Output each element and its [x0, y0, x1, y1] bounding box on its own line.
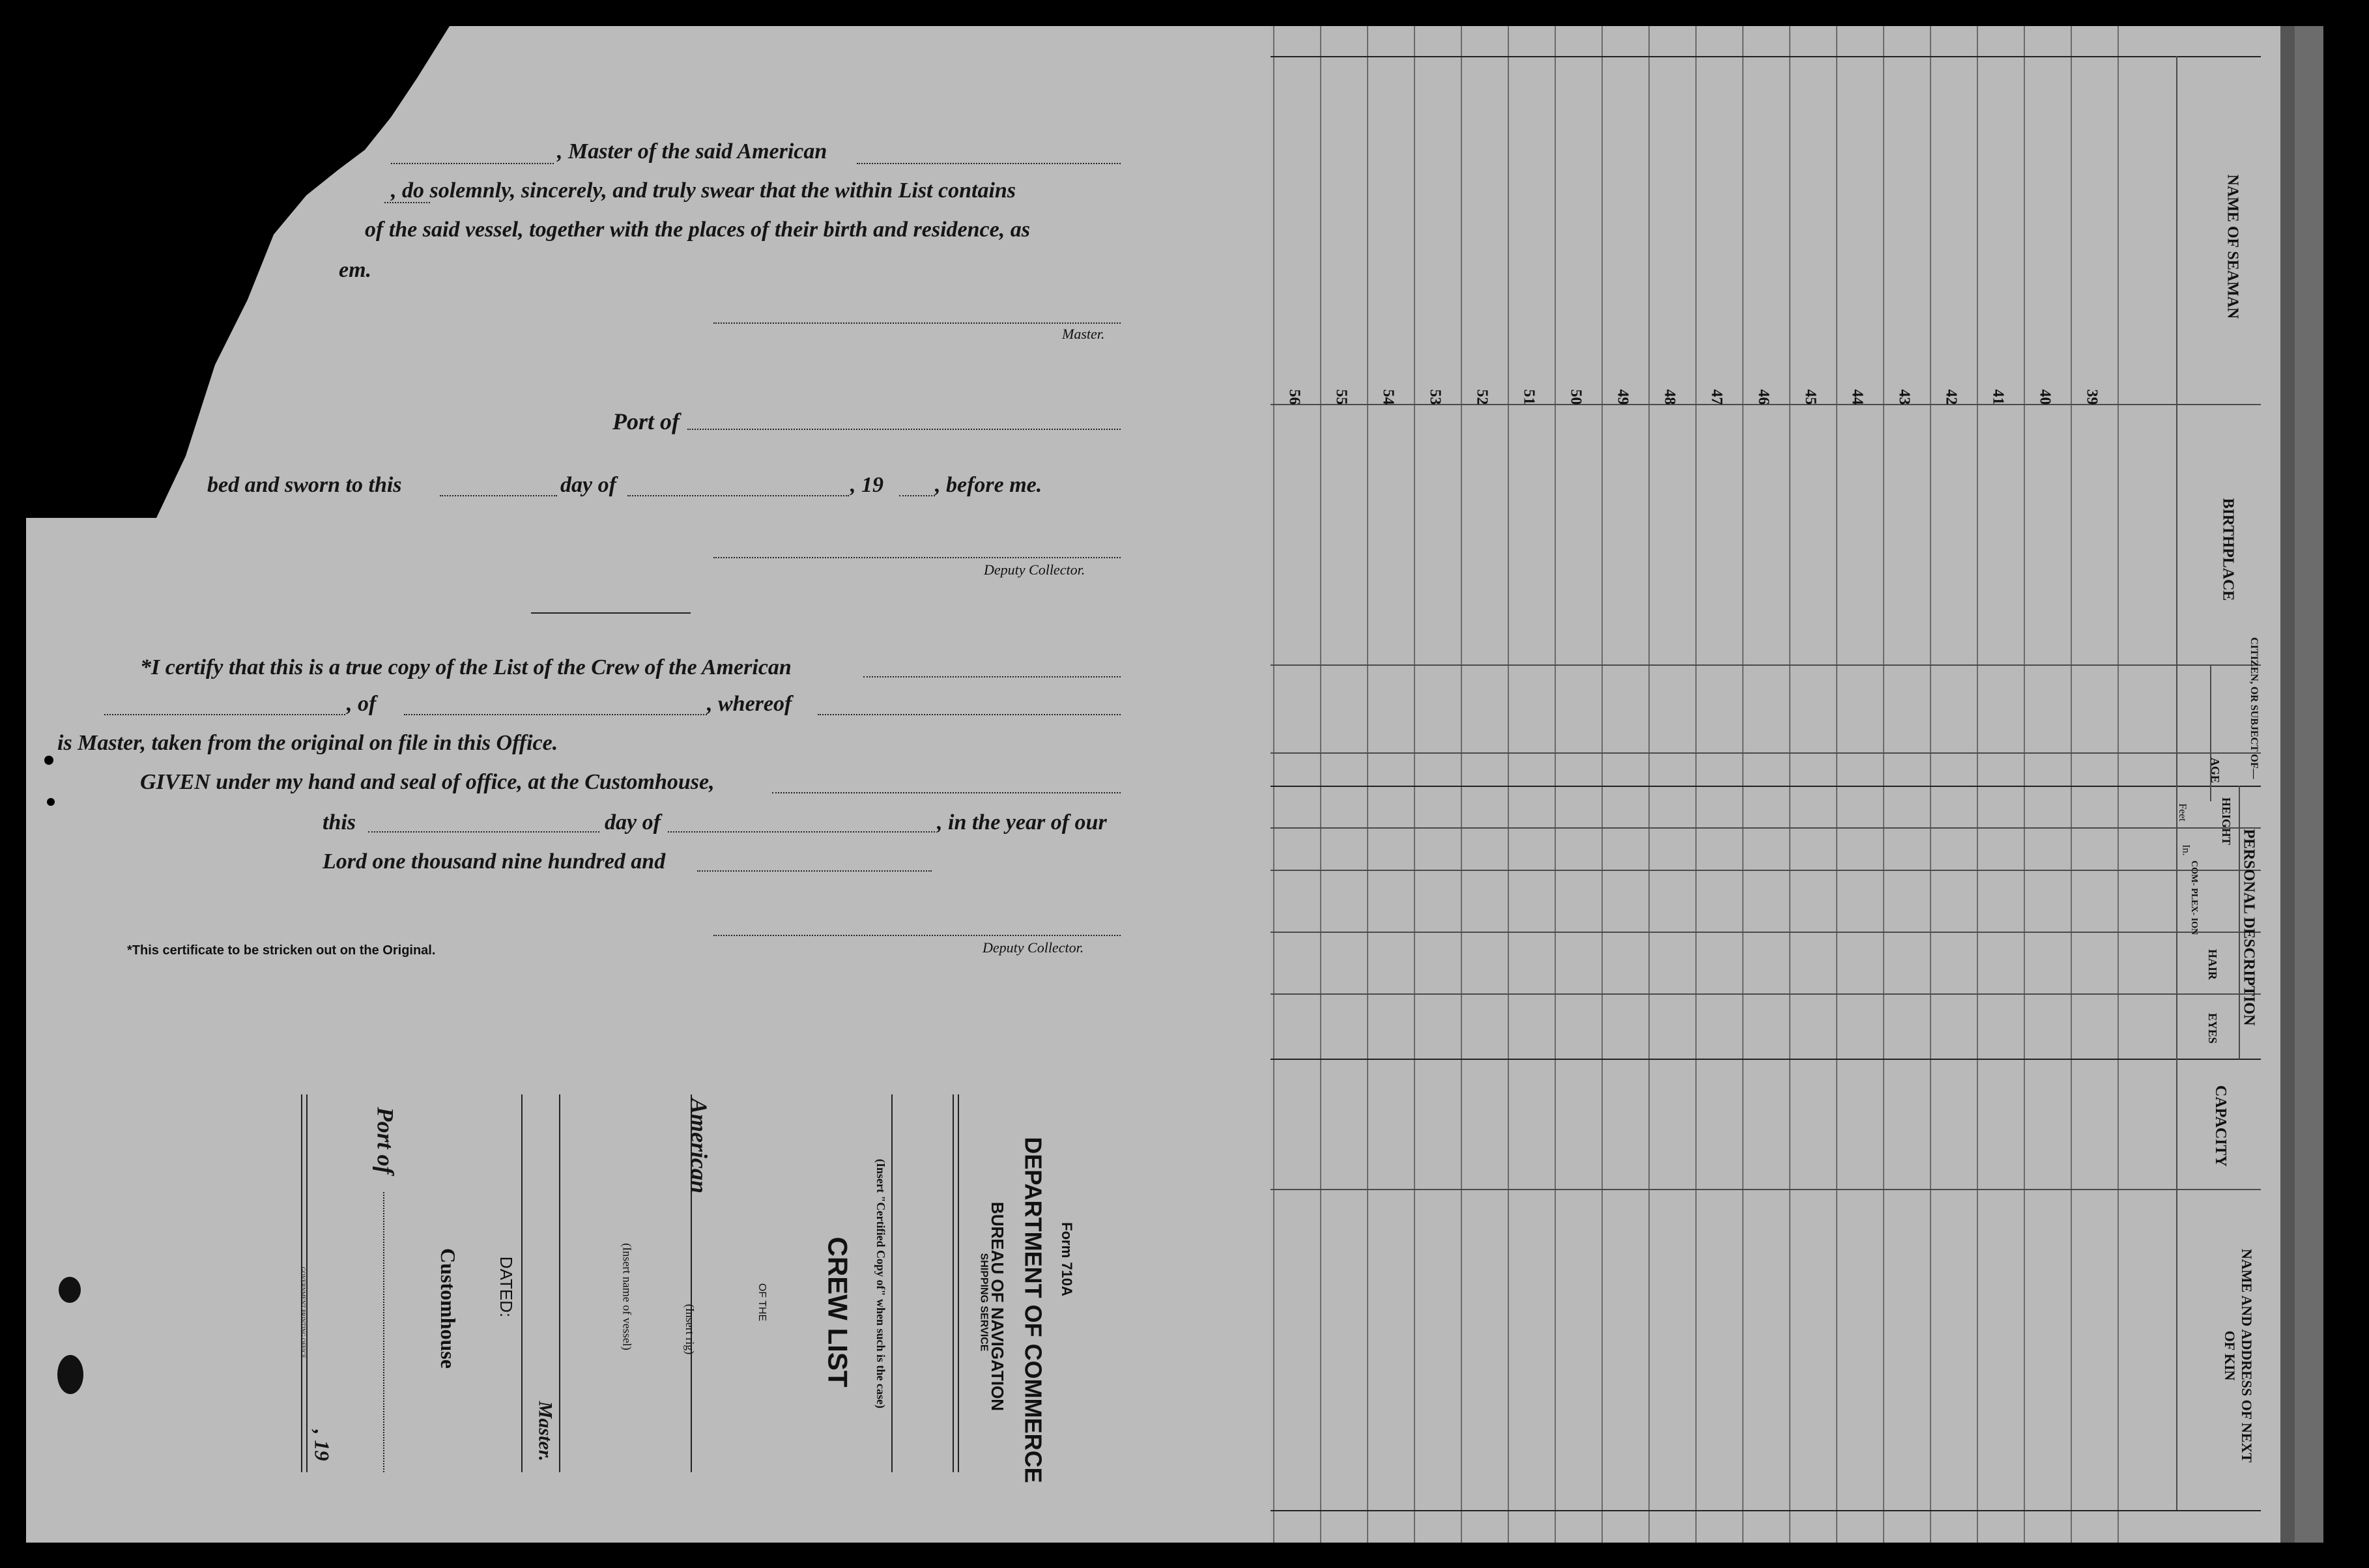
row-divider — [1320, 26, 1321, 1543]
customhouse-label: Customhouse — [436, 1248, 460, 1369]
vessel-rig-blank[interactable] — [857, 163, 1121, 164]
american-label: American — [686, 1098, 713, 1194]
insert-name-note: (Insert name of vessel) — [620, 1243, 634, 1350]
header-inches: In. — [2180, 844, 2192, 856]
certify-of-blank[interactable] — [404, 714, 707, 715]
row-divider — [1695, 26, 1697, 1543]
row-divider — [1789, 26, 1790, 1543]
header-birthplace: BIRTHPLACE — [2219, 498, 2237, 601]
cover-rule — [958, 1094, 959, 1472]
row-divider — [1648, 26, 1650, 1543]
row-number: 56 — [1285, 389, 1303, 405]
certify-deputy-line[interactable] — [713, 935, 1121, 936]
header-feet: Feet — [2176, 803, 2188, 821]
certify-this-label: this — [323, 810, 356, 834]
certify-line1: *I certify that this is a true copy of the List of the Crew of the American — [140, 655, 792, 679]
row-divider — [1508, 26, 1509, 1543]
section-divider — [531, 612, 691, 614]
certify-year-blank[interactable] — [697, 870, 932, 872]
vessel-text: of the said vessel, together with the places of their birth and residence, as — [365, 218, 1030, 242]
row-divider — [2024, 26, 2025, 1543]
master-signature-line[interactable] — [713, 322, 1121, 324]
dated-label: DATED: — [496, 1256, 517, 1318]
certify-name-blank[interactable] — [104, 714, 345, 715]
master-cover-label: Master. — [534, 1401, 556, 1462]
form-number: Form 710A — [1058, 1222, 1075, 1296]
row-divider — [1742, 26, 1744, 1543]
row-divider — [1930, 26, 1931, 1543]
certify-lord: Lord one thousand nine hundred and — [323, 849, 666, 874]
certify-whereof-label: , whereof — [707, 692, 792, 716]
certificate-footnote: *This certificate to be stricken out on the Original. — [127, 943, 436, 958]
row-divider — [1273, 26, 1274, 1543]
header-capacity: CAPACITY — [2211, 1085, 2229, 1167]
row-number: 45 — [1802, 389, 1819, 405]
insert-certified-note: (Insert "Certified Copy of" when such is the case) — [874, 1159, 887, 1408]
row-divider — [2118, 26, 2119, 1543]
customhouse-blank[interactable] — [772, 792, 1121, 793]
row-number: 42 — [1942, 389, 1960, 405]
row-divider — [1555, 26, 1556, 1543]
row-number: 46 — [1755, 389, 1772, 405]
row-number: 41 — [1989, 389, 2007, 405]
header-age: AGE — [2209, 757, 2222, 784]
year-19-label: , 19 — [850, 473, 883, 497]
cover-rule — [891, 1094, 893, 1472]
header-personal-description: PERSONAL DESCRIPTION — [2240, 829, 2258, 1026]
sworn-text: bed and sworn to this — [207, 473, 402, 497]
rule-hair — [1271, 993, 2261, 995]
department-title: DEPARTMENT OF COMMERCE — [1020, 1137, 1047, 1483]
row-number: 53 — [1426, 389, 1444, 405]
row-number: 49 — [1614, 389, 1631, 405]
sworn-day-blank[interactable] — [440, 495, 557, 496]
certify-in-year: , in the year of our — [937, 810, 1107, 834]
certify-of-label: , of — [347, 692, 377, 716]
em-text: em. — [339, 258, 372, 282]
insert-rig-note: (Insert rig) — [683, 1304, 697, 1355]
row-number: 54 — [1379, 389, 1397, 405]
row-number: 43 — [1895, 389, 1913, 405]
rule-height-ft — [1271, 827, 2261, 829]
row-number: 47 — [1708, 389, 1725, 405]
bureau-title: BUREAU OF NAVIGATION — [988, 1201, 1008, 1412]
certify-day-of-label: day of — [605, 810, 661, 834]
cover-rule — [306, 1094, 308, 1472]
year-blank[interactable] — [899, 495, 935, 496]
header-name-of-seaman: NAME OF SEAMAN — [2224, 174, 2241, 319]
port-of-label: Port of — [612, 408, 680, 435]
row-divider — [2071, 26, 2072, 1543]
gpo-imprint: GOVERNMENT PRINTING OFFICE — [300, 1266, 307, 1359]
port-of-cover-label: Port of — [372, 1107, 399, 1175]
row-number: 52 — [1473, 389, 1491, 405]
row-number: 44 — [1848, 389, 1866, 405]
master-of-said-text: , Master of the said American — [557, 139, 827, 164]
shipping-service: SHIPPING SERVICE — [978, 1253, 990, 1352]
rule-eyes — [1271, 1059, 2261, 1060]
cover-rule — [953, 1094, 954, 1472]
header-next-of-kin: NAME AND ADDRESS OF NEXT OF KIN — [2222, 1248, 2255, 1462]
header-hair: HAIR — [2206, 948, 2220, 980]
crew-list-title: CREW LIST — [822, 1236, 854, 1388]
certify-is-master: is Master, taken from the original on file in this Office. — [57, 731, 558, 755]
row-number: 40 — [2036, 389, 2054, 405]
row-number: 55 — [1332, 389, 1350, 405]
day-of-label: day of — [560, 473, 616, 497]
deputy-collector-label: Deputy Collector. — [984, 562, 1085, 578]
row-divider — [1601, 26, 1603, 1543]
row-number: 51 — [1520, 389, 1538, 405]
rule-citizen — [1271, 664, 2261, 666]
month-blank[interactable] — [627, 495, 849, 496]
rule-height-in — [1271, 870, 2261, 871]
port-of-cover-blank[interactable] — [383, 1192, 384, 1472]
row-number: 39 — [2083, 389, 2101, 405]
header-eyes: EYES — [2206, 1012, 2220, 1044]
header-column-rule — [2176, 56, 2177, 1510]
row-number: 48 — [1661, 389, 1678, 405]
before-me-text: , before me. — [935, 473, 1042, 497]
rule-capacity — [1271, 1189, 2261, 1190]
port-of-blank[interactable] — [687, 429, 1121, 430]
certify-day-blank[interactable] — [368, 831, 599, 833]
row-number: 50 — [1567, 389, 1585, 405]
certify-whereof-blank[interactable] — [818, 714, 1121, 715]
rule-personal — [1271, 786, 2261, 787]
table-top-rule — [1271, 56, 2261, 57]
table-bottom-rule — [1271, 1510, 2261, 1511]
master-name-blank[interactable] — [391, 163, 554, 164]
deputy-signature-line[interactable] — [713, 557, 1121, 558]
master-signature-label: Master. — [1062, 326, 1105, 342]
row-divider — [1977, 26, 1978, 1543]
header-citizen: CITIZEN, OR SUBJECT OF— — [2248, 637, 2260, 779]
paper-tear — [57, 1355, 83, 1394]
row-divider — [1367, 26, 1368, 1543]
certify-vessel-blank[interactable] — [863, 676, 1121, 677]
certify-deputy-label: Deputy Collector. — [983, 939, 1084, 956]
cover-rule — [559, 1094, 560, 1472]
certify-month-blank[interactable] — [668, 831, 935, 833]
row-divider — [1836, 26, 1837, 1543]
header-complexion: COM- PLEX- ION — [2189, 860, 2200, 935]
paper-tear — [59, 1277, 81, 1303]
of-the-label: OF THE — [756, 1283, 768, 1322]
rule-complexion — [1271, 932, 2261, 933]
year-19-cover: , 19 — [310, 1429, 334, 1461]
row-divider — [1883, 26, 1884, 1543]
swear-text: , do solemnly, sincerely, and truly swear that the within List contains — [391, 178, 1016, 203]
certify-given: GIVEN under my hand and seal of office, at the Customhouse, — [140, 770, 715, 794]
row-divider — [1414, 26, 1415, 1543]
ink-speck — [47, 798, 55, 806]
rule-age — [1271, 752, 2261, 754]
cover-rule — [521, 1094, 523, 1472]
header-height: HEIGHT — [2220, 797, 2233, 846]
row-divider — [1461, 26, 1462, 1543]
ink-speck — [44, 756, 53, 765]
